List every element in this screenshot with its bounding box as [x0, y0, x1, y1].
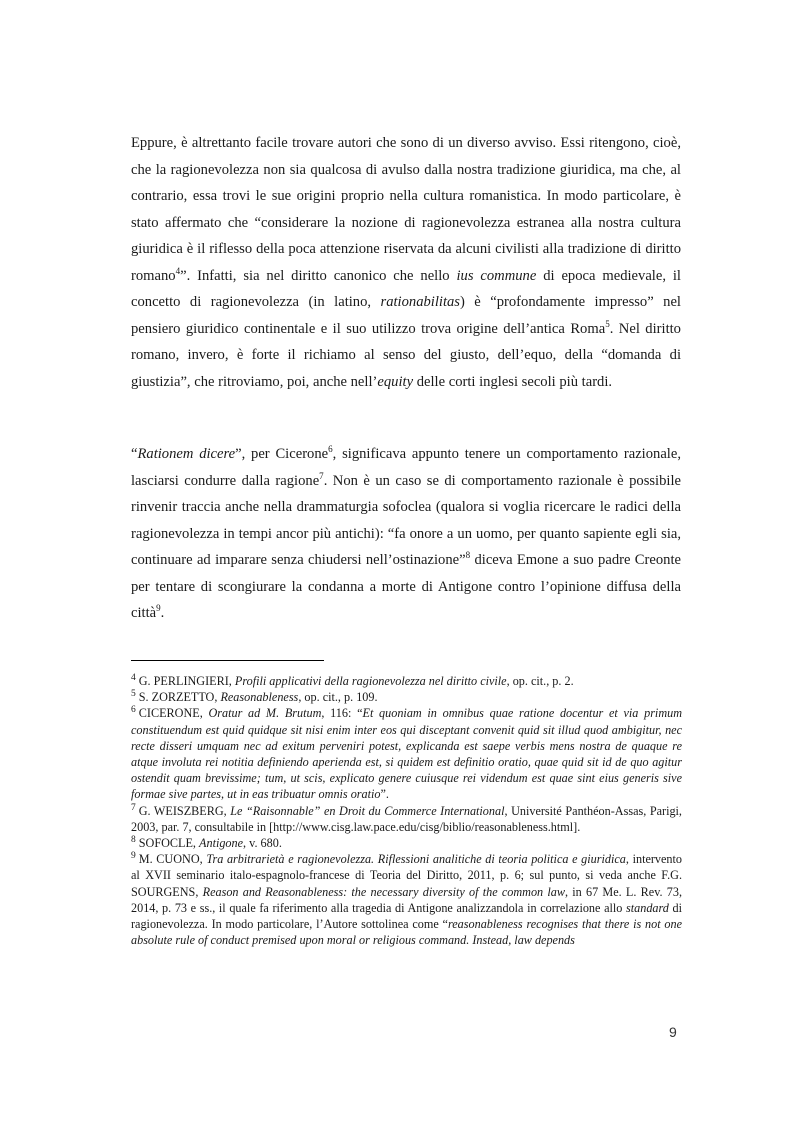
footnote-text: , 116: “: [321, 706, 363, 721]
footnote-separator: [131, 660, 324, 661]
footnote-text: , in 67 Me. L. Rev. 73, 2014, p. 73 e ss., il quale fa riferimento alla tragedia di Antigone analizzandola in correlazione allo: [131, 884, 683, 915]
footnote-number: 9: [131, 851, 136, 862]
footnote-author: M. CUONO,: [138, 852, 207, 867]
footnote-7: [131, 803, 682, 835]
footnote-author: G. WEISZBERG,: [138, 803, 231, 818]
text-run: ”, per Cicerone: [235, 446, 329, 462]
footnote-title: Reason and Reasonableness: the necessary diversity of the common law: [202, 884, 565, 899]
footnote-ref-6[interactable]: 6: [328, 444, 333, 455]
footnote-8: [131, 835, 682, 851]
footnote-author: CICERONE,: [138, 706, 209, 721]
footnote-4: [131, 673, 682, 689]
footnote-ref-9[interactable]: 9: [156, 603, 161, 614]
text-run: . Nel diritto romano, invero, è forte il richiamo al senso del giusto, dell’equo, della “domanda di giustizia”, che ritroviamo, poi, anche nell’: [131, 320, 681, 390]
text-run: Eppure, è altrettanto facile trovare autori che sono di un diverso avviso. Essi ritengono, cioè, che la ragionevolezza non sia qualcosa di avulso dalla nostra tradizione giuridica, ma che, al contrario, essa trovi le sue origini proprio nella cultura romanistica. In modo particolare, è stato affermato che “considerare la nozione di ragionevolezza estranea alla nostra cultura giuridica è il riflesso della poca attenzione riservata da alcuni civilisti alla tradizione di diritto romano: [131, 135, 681, 284]
body-paragraph-2: [131, 441, 681, 627]
footnote-author: G. PERLINGIERI,: [138, 674, 235, 688]
italic-term: Rationem dicere: [137, 446, 236, 462]
footnote-title: Oratur ad M. Brutum: [208, 706, 322, 721]
text-run: .: [160, 605, 165, 621]
text-run: ) è “profondamente impresso” nel pensiero giuridico continentale e il suo utilizzo trova origine dell’antica Roma: [131, 294, 681, 337]
italic-term: standard: [626, 900, 669, 915]
italic-term: rationabilitas: [380, 294, 460, 310]
text-run: diceva Emone a suo padre Creonte per tentare di scongiurare la condanna a morte di Antigone contro l’opinione diffusa della città: [131, 552, 682, 621]
footnote-text: ”.: [380, 787, 389, 802]
text-run: . Non è un caso se di comportamento razionale è possibile rinvenir traccia anche nella drammaturgia sofoclea (qualora si voglia ricercare le radici della ragionevolezza in tempi ancor più antichi): “fa onore a un uomo, per quanto sapiente egli sia, continuare ad imparare senza chiudersi nell’ostinazione”: [131, 472, 681, 568]
footnote-ref-8[interactable]: 8: [465, 550, 471, 561]
body-paragraph-1: [131, 130, 681, 395]
footnote-number: 4: [131, 672, 136, 683]
text-run: delle corti inglesi secoli più tardi.: [413, 373, 613, 390]
footnote-quote: Et quoniam in omnibus quae ratione docentur et via primum constituendum est quid quidque sit nisi enim inter eos qui disceptant convenit quid sit illud quod ambigitur, nec recte disseri umquam nec ad exitum perveniri potest, explicanda est saepe verbis mens nostra de quaque re atque involuta rei notitia definiendo aperienda est, si quidem est definitio oratio, quae quid sit id de quo agitur ostendit quam brevissime; tum, ut scis, explicato genere cuiusque rei videndum est quae sint eius generis sive formae sive partes, ut in eas tribuatur omnis oratio: [131, 706, 683, 802]
footnote-ref-7[interactable]: 7: [319, 470, 324, 481]
footnote-6: [131, 705, 682, 802]
footnote-5: [131, 689, 682, 705]
footnote-quote: reasonableness recognises that there is not one absolute rule of conduct premised upon moral or religious command. Instead, law depends: [131, 917, 683, 948]
footnote-title: Profili applicativi della ragionevolezza nel diritto civile: [234, 674, 507, 688]
footnote-text: , op. cit., p. 2.: [506, 674, 574, 688]
footnote-text[interactable]: , Université Panthéon-Assas, Parigi, 2003, par. 7, consultabile in [http://www.cisg.law.pace.edu/cisg/biblio/reasonableness.html].: [131, 803, 682, 834]
footnote-text: , intervento al XVII seminario italo-espagnolo-francese di Teoria del Diritto, 2011, p. 6; sul punto, si veda anche F.G. SOURGENS,: [131, 852, 682, 899]
footnote-9: [131, 851, 682, 948]
text-run: , significava appunto tenere un comportamento razionale, lasciarsi condurre dalla ragione: [131, 446, 681, 489]
footnote-number: 8: [131, 834, 136, 845]
footnote-title: Le “Raisonnable” en Droit du Commerce International: [230, 803, 505, 818]
footnote-title: Antigone: [199, 836, 244, 851]
text-run: “: [131, 446, 138, 462]
footnote-text: di ragionevolezza. In modo particolare, l’Autore sottolinea come “: [131, 900, 683, 932]
footnote-number: 6: [131, 705, 136, 716]
footnote-text: , op. cit., p. 109.: [298, 690, 378, 705]
footnote-author: S. ZORZETTO,: [138, 690, 221, 705]
footnote-title: Tra arbitrarietà e ragionevolezza. Riflessioni analitiche di teoria politica e giuridica: [206, 852, 626, 867]
text-run: ”. Infatti, sia nel diritto canonico che nello: [180, 267, 457, 284]
text-run: di epoca medievale, il concetto di ragionevolezza (in latino,: [131, 267, 681, 310]
page-number: 9: [669, 1024, 677, 1040]
footnote-number: 5: [131, 689, 136, 700]
footnote-text: , v. 680.: [243, 836, 282, 851]
footnote-title: Reasonableness: [220, 690, 299, 705]
italic-term: equity: [377, 373, 414, 390]
footnote-author: SOFOCLE,: [138, 836, 200, 851]
footnote-number: 7: [131, 802, 136, 813]
footnotes-section: [131, 673, 682, 948]
footnote-ref-5[interactable]: 5: [605, 318, 610, 329]
italic-term: ius commune: [456, 267, 537, 284]
footnote-ref-4[interactable]: 4: [175, 265, 181, 276]
